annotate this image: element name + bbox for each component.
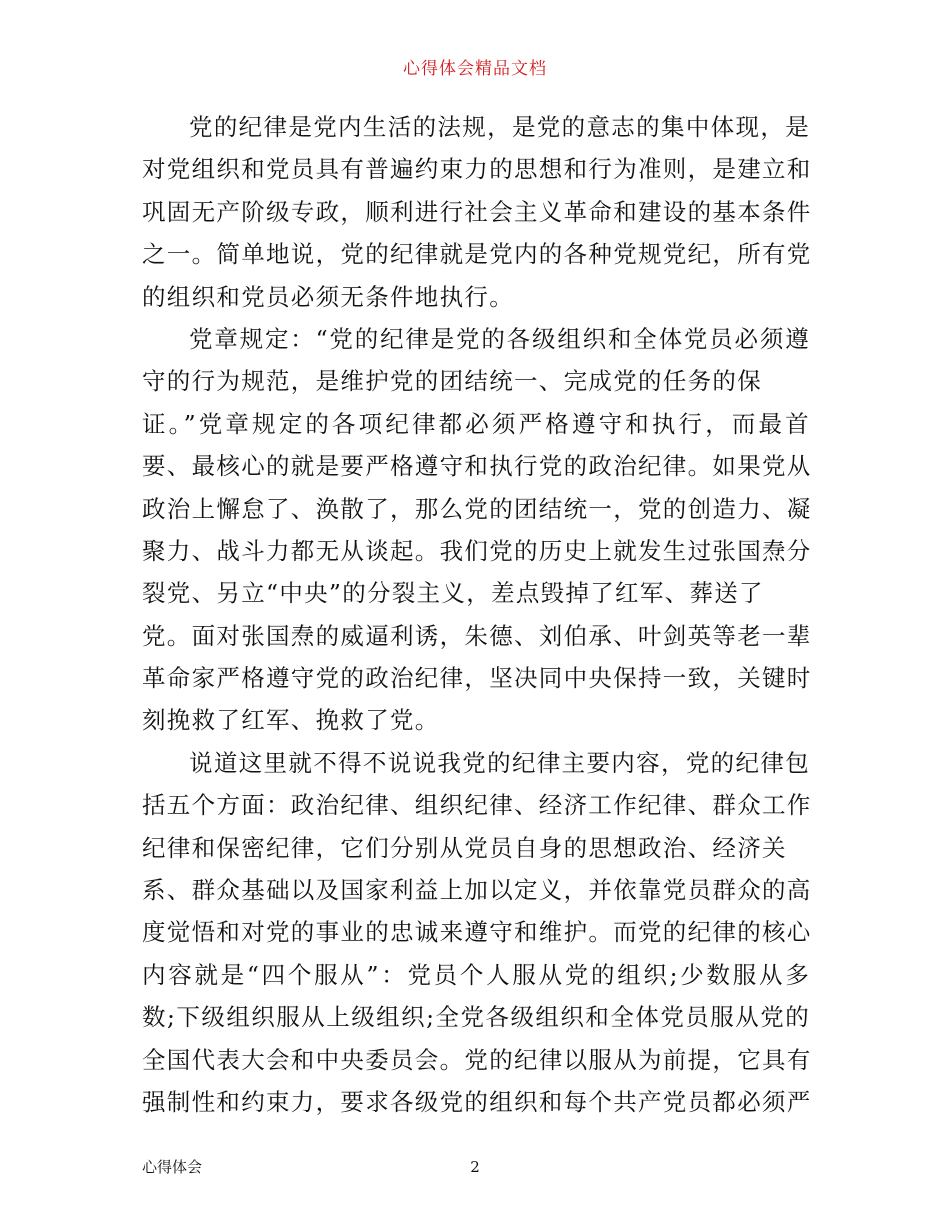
paragraph-1-line: 巩固无产阶级专政，顺利进行社会主义革命和建设的基本条件 — [142, 197, 812, 226]
paragraph-2-line: 要、最核心的就是要严格遵守和执行党的政治纪律。如果党从 — [142, 452, 812, 481]
footer-label: 心得体会 — [142, 1158, 203, 1176]
paragraph-3-line: 纪律和保密纪律，它们分别从党员自身的思想政治、经济关 — [142, 833, 787, 862]
paragraph-1-line: 的组织和党员必须无条件地执行。 — [142, 282, 514, 311]
paragraph-2-line: 裂党、另立“中央”的分裂主义，差点毁掉了红军、葬送了 — [142, 579, 764, 608]
paragraph-2-line: 刻挽救了红军、挽救了党。 — [142, 706, 440, 735]
paragraph-2-line: 政治上懈怠了、涣散了，那么党的团结统一，党的创造力、凝 — [142, 494, 812, 523]
paragraph-1-line: 对党组织和党员具有普遍约束力的思想和行为准则，是建立和 — [142, 155, 812, 184]
paragraph-1-line: 之一。简单地说，党的纪律就是党内的各种党规党纪，所有党 — [142, 240, 812, 269]
paragraph-2-line: 证。”党章规定的各项纪律都必须严格遵守和执行，而最首 — [142, 409, 810, 438]
page-header-title: 心得体会精品文档 — [403, 59, 547, 79]
paragraph-2-line: 党。面对张国焘的威逼利诱，朱德、刘伯承、叶剑英等老一辈 — [142, 621, 812, 650]
paragraph-3-line: 度觉悟和对党的事业的忠诚来遵守和维护。而党的纪律的核心 — [142, 918, 812, 947]
paragraph-2-line: 党章规定：“党的纪律是党的各级组织和全体党员必须遵 — [189, 324, 810, 353]
paragraph-1-line: 党的纪律是党内生活的法规，是党的意志的集中体现，是 — [189, 113, 810, 141]
paragraph-3-line: 强制性和约束力，要求各级党的组织和每个共产党员都必须严 — [142, 1087, 812, 1116]
document-body — [142, 106, 810, 1123]
paragraph-3-line: 内容就是“四个服从”：党员个人服从党的组织;少数服从多 — [142, 960, 810, 989]
paragraph-3-line: 数;下级组织服从上级组织;全党各级组织和全体党员服从党的 — [142, 1003, 810, 1032]
paragraph-3-line: 系、群众基础以及国家利益上加以定义，并依靠党员群众的高 — [142, 876, 812, 905]
paragraph-3-line: 括五个方面：政治纪律、组织纪律、经济工作纪律、群众工作 — [142, 791, 812, 820]
paragraph-2-line: 革命家严格遵守党的政治纪律，坚决同中央保持一致，关键时 — [142, 664, 812, 693]
page-number: 2 — [470, 1158, 480, 1176]
paragraph-2-line: 守的行为规范，是维护党的团结统一、完成党的任务的保 — [142, 367, 762, 396]
paragraph-3-line: 全国代表大会和中央委员会。党的纪律以服从为前提，它具有 — [142, 1045, 812, 1074]
paragraph-2-line: 聚力、战斗力都无从谈起。我们党的历史上就发生过张国焘分 — [142, 536, 812, 565]
paragraph-3-line: 说道这里就不得不说说我党的纪律主要内容，党的纪律包 — [189, 748, 810, 777]
